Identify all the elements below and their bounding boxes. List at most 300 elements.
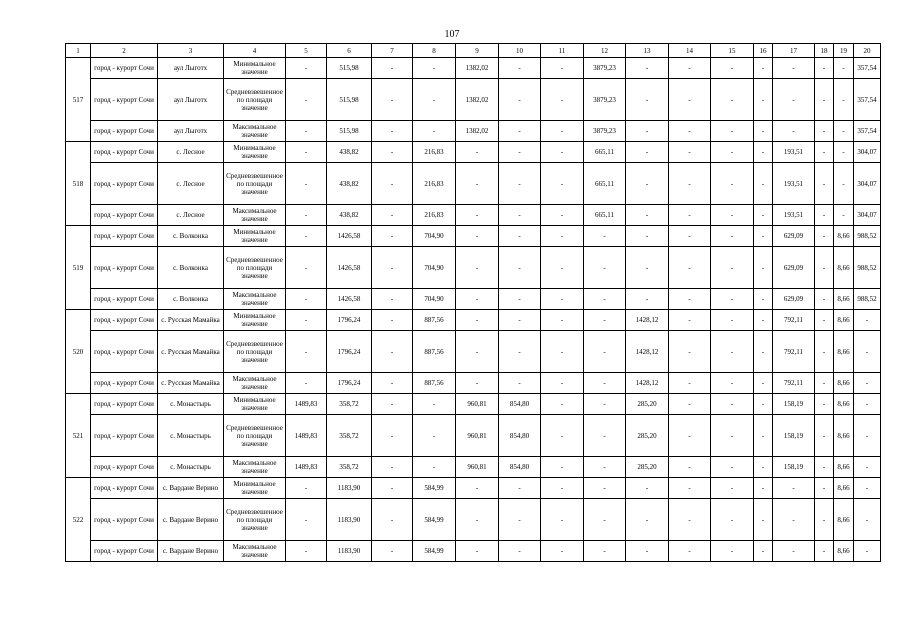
row-number-cell: 517 (66, 58, 91, 142)
column-header: 5 (286, 44, 327, 58)
column-header: 1 (66, 44, 91, 58)
value-cell: - (541, 331, 584, 373)
value-cell: - (413, 58, 456, 79)
column-header: 20 (854, 44, 881, 58)
value-cell: - (541, 121, 584, 142)
value-cell: 988,52 (854, 226, 881, 247)
value-cell: 1796,24 (327, 373, 372, 394)
value-cell: 515,98 (327, 58, 372, 79)
value-cell: 960,81 (456, 394, 499, 415)
settlement-cell: с. Волконка (158, 226, 224, 247)
row-number-cell: 520 (66, 310, 91, 394)
value-cell: - (626, 247, 669, 289)
value-cell: - (626, 205, 669, 226)
value-cell: - (669, 163, 711, 205)
value-cell: - (711, 289, 754, 310)
table-row (66, 163, 881, 205)
value-cell: - (815, 478, 834, 499)
value-cell: 988,52 (854, 289, 881, 310)
value-cell: - (754, 415, 773, 457)
value-cell: - (372, 331, 413, 373)
table-row (66, 58, 881, 79)
value-cell: - (456, 142, 499, 163)
municipality-cell: город - курорт Сочи (91, 289, 158, 310)
municipality-cell: город - курорт Сочи (91, 331, 158, 373)
value-cell: - (541, 205, 584, 226)
value-cell: 854,80 (499, 394, 541, 415)
value-cell: - (773, 121, 815, 142)
value-type-cell: Средневзвешенное по площади значение (224, 247, 286, 289)
settlement-cell: аул Лыготх (158, 58, 224, 79)
settlement-cell: с. Вардане Верино (158, 478, 224, 499)
value-cell: - (584, 457, 626, 478)
table-row (66, 289, 881, 310)
value-cell: - (584, 247, 626, 289)
settlement-cell: с. Вардане Верино (158, 499, 224, 541)
value-cell: - (754, 142, 773, 163)
value-cell: 358,72 (327, 394, 372, 415)
value-type-cell: Средневзвешенное по площади значение (224, 331, 286, 373)
value-cell: 193,51 (773, 163, 815, 205)
value-cell: 1428,12 (626, 373, 669, 394)
value-cell: 358,72 (327, 457, 372, 478)
value-cell: - (815, 121, 834, 142)
table-row (66, 79, 881, 121)
value-cell: - (854, 373, 881, 394)
value-cell: - (711, 142, 754, 163)
value-cell: 584,99 (413, 541, 456, 562)
value-cell: - (711, 331, 754, 373)
value-cell: - (584, 415, 626, 457)
value-cell: 1183,90 (327, 478, 372, 499)
municipality-cell: город - курорт Сочи (91, 142, 158, 163)
column-header: 12 (584, 44, 626, 58)
value-cell: 1426,58 (327, 247, 372, 289)
value-cell: - (854, 331, 881, 373)
value-cell: - (754, 331, 773, 373)
value-cell: - (669, 373, 711, 394)
value-cell: - (815, 205, 834, 226)
value-cell: - (834, 205, 854, 226)
value-cell: - (754, 58, 773, 79)
municipality-cell: город - курорт Сочи (91, 394, 158, 415)
value-type-cell: Средневзвешенное по площади значение (224, 415, 286, 457)
value-type-cell: Минимальное значение (224, 226, 286, 247)
table-row (66, 394, 881, 415)
municipality-cell: город - курорт Сочи (91, 457, 158, 478)
value-cell: 1183,90 (327, 499, 372, 541)
value-cell: - (754, 499, 773, 541)
table-row (66, 121, 881, 142)
value-cell: - (456, 478, 499, 499)
value-type-cell: Минимальное значение (224, 478, 286, 499)
value-cell: - (669, 289, 711, 310)
value-cell: - (286, 79, 327, 121)
value-type-cell: Средневзвешенное по площади значение (224, 499, 286, 541)
table-row (66, 415, 881, 457)
column-header: 15 (711, 44, 754, 58)
value-cell: - (584, 310, 626, 331)
value-cell: - (711, 79, 754, 121)
table-row (66, 373, 881, 394)
municipality-cell: город - курорт Сочи (91, 415, 158, 457)
value-cell: 960,81 (456, 415, 499, 457)
value-cell: - (372, 79, 413, 121)
municipality-cell: город - курорт Сочи (91, 163, 158, 205)
value-cell: - (372, 289, 413, 310)
value-cell: 1382,02 (456, 79, 499, 121)
value-cell: 704,90 (413, 289, 456, 310)
value-cell: 1796,24 (327, 310, 372, 331)
value-cell: 1489,83 (286, 457, 327, 478)
value-cell: - (456, 205, 499, 226)
table-body (66, 58, 881, 562)
value-cell: 887,56 (413, 310, 456, 331)
value-cell: 8,66 (834, 457, 854, 478)
value-cell: 792,11 (773, 331, 815, 373)
value-cell: - (541, 499, 584, 541)
municipality-cell: город - курорт Сочи (91, 226, 158, 247)
value-cell: 1382,02 (456, 58, 499, 79)
value-cell: 1428,12 (626, 310, 669, 331)
value-cell: - (541, 415, 584, 457)
value-cell: - (286, 121, 327, 142)
value-cell: - (626, 142, 669, 163)
value-cell: 8,66 (834, 289, 854, 310)
settlement-cell: с. Русская Мамайка (158, 373, 224, 394)
value-cell: - (754, 226, 773, 247)
row-number-cell: 522 (66, 478, 91, 562)
table-row (66, 541, 881, 562)
value-cell: - (754, 478, 773, 499)
value-cell: - (669, 457, 711, 478)
value-cell: - (669, 331, 711, 373)
value-type-cell: Максимальное значение (224, 541, 286, 562)
value-type-cell: Минимальное значение (224, 58, 286, 79)
value-cell: - (286, 289, 327, 310)
value-type-cell: Максимальное значение (224, 121, 286, 142)
value-cell: - (541, 457, 584, 478)
value-cell: - (413, 121, 456, 142)
column-header: 8 (413, 44, 456, 58)
value-cell: 3879,23 (584, 58, 626, 79)
value-cell: 304,07 (854, 205, 881, 226)
value-cell: - (711, 415, 754, 457)
value-cell: 1796,24 (327, 331, 372, 373)
settlement-cell: с. Лесное (158, 142, 224, 163)
value-cell: - (286, 373, 327, 394)
value-cell: - (754, 121, 773, 142)
value-cell: - (372, 121, 413, 142)
value-cell: 629,09 (773, 289, 815, 310)
value-cell: - (286, 310, 327, 331)
value-cell: - (584, 289, 626, 310)
value-cell: - (286, 205, 327, 226)
value-cell: - (584, 499, 626, 541)
column-header: 4 (224, 44, 286, 58)
value-cell: 158,19 (773, 415, 815, 457)
value-cell: - (499, 121, 541, 142)
value-cell: - (773, 79, 815, 121)
value-cell: - (711, 373, 754, 394)
value-cell: - (372, 373, 413, 394)
value-cell: 629,09 (773, 226, 815, 247)
value-type-cell: Максимальное значение (224, 205, 286, 226)
value-cell: - (854, 478, 881, 499)
value-cell: - (499, 247, 541, 289)
value-cell: - (499, 373, 541, 394)
value-cell: - (711, 478, 754, 499)
value-cell: - (711, 121, 754, 142)
value-cell: - (584, 394, 626, 415)
value-cell: - (815, 310, 834, 331)
value-cell: - (754, 373, 773, 394)
value-cell: - (584, 478, 626, 499)
value-cell: - (499, 331, 541, 373)
value-cell: - (754, 247, 773, 289)
value-cell: - (711, 457, 754, 478)
value-cell: 285,20 (626, 394, 669, 415)
municipality-cell: город - курорт Сочи (91, 499, 158, 541)
value-cell: - (834, 163, 854, 205)
value-cell: 629,09 (773, 247, 815, 289)
value-cell: - (541, 142, 584, 163)
value-cell: - (372, 415, 413, 457)
value-cell: - (815, 163, 834, 205)
value-cell: - (711, 163, 754, 205)
value-cell: - (834, 58, 854, 79)
value-cell: - (372, 478, 413, 499)
value-cell: 8,66 (834, 541, 854, 562)
value-cell: - (541, 310, 584, 331)
value-cell: - (854, 541, 881, 562)
value-cell: - (754, 457, 773, 478)
municipality-cell: город - курорт Сочи (91, 541, 158, 562)
settlement-cell: с. Монастырь (158, 415, 224, 457)
value-cell: 1426,58 (327, 226, 372, 247)
value-cell: - (286, 478, 327, 499)
value-cell: - (854, 310, 881, 331)
value-cell: - (456, 373, 499, 394)
value-cell: 665,11 (584, 142, 626, 163)
value-cell: - (711, 247, 754, 289)
value-cell: 216,83 (413, 142, 456, 163)
value-cell: - (456, 226, 499, 247)
value-cell: - (815, 331, 834, 373)
value-cell: 960,81 (456, 457, 499, 478)
value-type-cell: Минимальное значение (224, 142, 286, 163)
value-cell: - (413, 394, 456, 415)
value-cell: 357,54 (854, 79, 881, 121)
value-cell: - (372, 541, 413, 562)
value-cell: - (541, 373, 584, 394)
value-cell: - (669, 247, 711, 289)
value-cell: 8,66 (834, 394, 854, 415)
data-table (65, 43, 881, 562)
value-cell: - (669, 415, 711, 457)
value-cell: 438,82 (327, 163, 372, 205)
value-cell: - (854, 499, 881, 541)
value-cell: - (711, 394, 754, 415)
column-header: 6 (327, 44, 372, 58)
value-cell: - (754, 79, 773, 121)
value-cell: 193,51 (773, 205, 815, 226)
municipality-cell: город - курорт Сочи (91, 58, 158, 79)
value-cell: - (372, 457, 413, 478)
value-cell: - (854, 394, 881, 415)
value-cell: - (754, 394, 773, 415)
value-type-cell: Средневзвешенное по площади значение (224, 79, 286, 121)
value-cell: - (286, 163, 327, 205)
table-row (66, 226, 881, 247)
value-cell: - (669, 310, 711, 331)
column-header: 10 (499, 44, 541, 58)
table-row (66, 499, 881, 541)
value-cell: - (372, 310, 413, 331)
value-cell: - (456, 289, 499, 310)
value-cell: 8,66 (834, 415, 854, 457)
column-header: 3 (158, 44, 224, 58)
value-cell: 8,66 (834, 310, 854, 331)
value-cell: - (834, 142, 854, 163)
value-cell: - (626, 289, 669, 310)
value-cell: - (584, 373, 626, 394)
value-cell: - (286, 226, 327, 247)
column-header: 9 (456, 44, 499, 58)
value-cell: - (754, 541, 773, 562)
value-type-cell: Максимальное значение (224, 289, 286, 310)
value-cell: 792,11 (773, 310, 815, 331)
value-cell: - (499, 310, 541, 331)
value-cell: 515,98 (327, 79, 372, 121)
table-row (66, 310, 881, 331)
value-cell: - (711, 205, 754, 226)
value-cell: 8,66 (834, 478, 854, 499)
value-type-cell: Средневзвешенное по площади значение (224, 163, 286, 205)
value-cell: - (669, 226, 711, 247)
table-row (66, 331, 881, 373)
value-cell: - (286, 541, 327, 562)
value-cell: - (372, 394, 413, 415)
value-cell: 1183,90 (327, 541, 372, 562)
value-cell: - (499, 79, 541, 121)
value-cell: 665,11 (584, 205, 626, 226)
value-type-cell: Максимальное значение (224, 457, 286, 478)
value-cell: 8,66 (834, 499, 854, 541)
value-cell: - (626, 499, 669, 541)
value-cell: 438,82 (327, 205, 372, 226)
row-number-cell: 519 (66, 226, 91, 310)
value-cell: 285,20 (626, 415, 669, 457)
value-cell: 854,80 (499, 415, 541, 457)
value-cell: - (456, 247, 499, 289)
value-cell: - (372, 247, 413, 289)
value-cell: - (372, 163, 413, 205)
municipality-cell: город - курорт Сочи (91, 79, 158, 121)
value-cell: - (499, 142, 541, 163)
municipality-cell: город - курорт Сочи (91, 310, 158, 331)
value-cell: 438,82 (327, 142, 372, 163)
value-cell: - (773, 499, 815, 541)
column-header: 14 (669, 44, 711, 58)
value-cell: - (541, 226, 584, 247)
value-cell: - (711, 499, 754, 541)
value-cell: - (815, 394, 834, 415)
value-cell: 357,54 (854, 58, 881, 79)
value-cell: - (541, 289, 584, 310)
value-cell: 3879,23 (584, 79, 626, 121)
table-row (66, 457, 881, 478)
value-type-cell: Минимальное значение (224, 394, 286, 415)
value-cell: - (499, 163, 541, 205)
municipality-cell: город - курорт Сочи (91, 478, 158, 499)
value-cell: - (372, 58, 413, 79)
header-row (66, 44, 881, 58)
column-header: 16 (754, 44, 773, 58)
value-cell: 216,83 (413, 163, 456, 205)
value-cell: 515,98 (327, 121, 372, 142)
municipality-cell: город - курорт Сочи (91, 247, 158, 289)
value-cell: - (286, 331, 327, 373)
value-cell: 193,51 (773, 142, 815, 163)
value-cell: - (413, 415, 456, 457)
value-cell: - (372, 205, 413, 226)
value-cell: 1426,58 (327, 289, 372, 310)
value-cell: - (541, 163, 584, 205)
value-cell: 304,07 (854, 163, 881, 205)
value-cell: - (669, 478, 711, 499)
value-cell: - (669, 499, 711, 541)
value-type-cell: Максимальное значение (224, 373, 286, 394)
value-cell: - (372, 499, 413, 541)
value-cell: - (456, 163, 499, 205)
value-cell: - (584, 541, 626, 562)
value-cell: 357,54 (854, 121, 881, 142)
value-cell: - (541, 79, 584, 121)
value-cell: - (669, 142, 711, 163)
value-cell: - (669, 79, 711, 121)
value-cell: 665,11 (584, 163, 626, 205)
value-cell: - (711, 58, 754, 79)
row-number-cell: 521 (66, 394, 91, 478)
value-cell: 887,56 (413, 373, 456, 394)
settlement-cell: аул Лыготх (158, 79, 224, 121)
value-cell: - (372, 142, 413, 163)
value-cell: - (669, 58, 711, 79)
table-row (66, 205, 881, 226)
value-cell: 8,66 (834, 373, 854, 394)
value-cell: - (626, 58, 669, 79)
value-cell: 854,80 (499, 457, 541, 478)
settlement-cell: с. Монастырь (158, 457, 224, 478)
value-cell: - (815, 541, 834, 562)
value-cell: - (754, 205, 773, 226)
value-cell: 1428,12 (626, 331, 669, 373)
value-cell: 584,99 (413, 499, 456, 541)
value-cell: 358,72 (327, 415, 372, 457)
value-cell: 285,20 (626, 457, 669, 478)
value-cell: - (541, 478, 584, 499)
value-cell: 704,90 (413, 247, 456, 289)
value-cell: - (815, 58, 834, 79)
value-cell: - (815, 373, 834, 394)
settlement-cell: с. Русская Мамайка (158, 331, 224, 373)
value-cell: - (711, 541, 754, 562)
value-cell: 216,83 (413, 205, 456, 226)
settlement-cell: с. Лесное (158, 163, 224, 205)
value-cell: - (584, 226, 626, 247)
value-cell: - (711, 226, 754, 247)
